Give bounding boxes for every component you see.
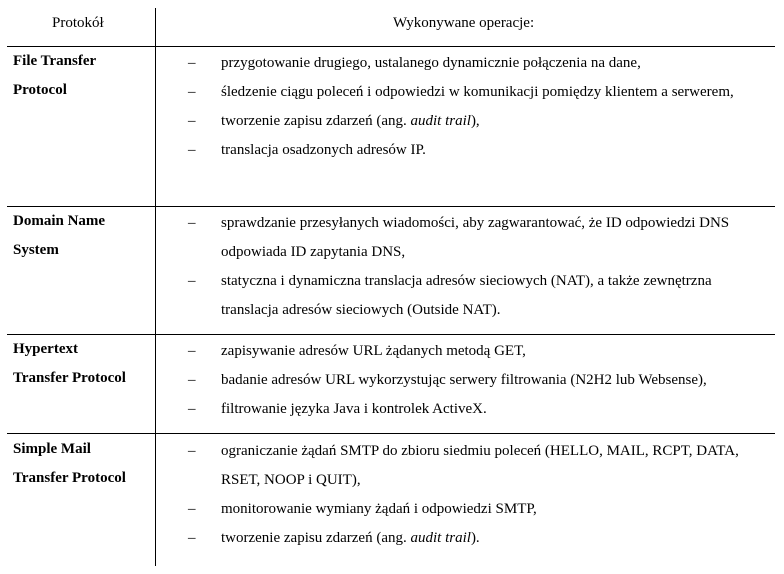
protocol-name-dns: Domain Name System bbox=[13, 213, 106, 258]
operation-item: – badanie adresów URL wykorzystując serwery filtrowania (N2H2 lub Websense), bbox=[188, 366, 768, 395]
operation-item: – translacja osadzonych adresów IP. bbox=[188, 136, 768, 165]
operation-item: – zapisywanie adresów URL żądanych metodą GET, bbox=[188, 337, 768, 366]
row-divider bbox=[7, 433, 775, 434]
protocol-name-smtp: Simple Mail Transfer Protocol bbox=[13, 441, 126, 486]
operation-item: – filtrowanie języka Java i kontrolek ActiveX. bbox=[188, 395, 768, 424]
operation-item: – przygotowanie drugiego, ustalanego dynamicznie połączenia na dane, bbox=[188, 49, 768, 78]
operation-item: – ograniczanie żądań SMTP do zbioru siedmiu poleceń (HELLO, MAIL, RCPT, DATA, RSET, NOOP i QUIT), bbox=[188, 437, 768, 495]
protocol-name-ftp: File Transfer Protocol bbox=[13, 53, 97, 98]
operation-item: – sprawdzanie przesyłanych wiadomości, aby zagwarantować, że ID odpowiedzi DNS odpowiada ID zapytania DNS, bbox=[188, 209, 768, 267]
header-protocol: Protokół bbox=[52, 15, 104, 31]
column-divider bbox=[155, 8, 156, 566]
operation-item: – monitorowanie wymiany żądań i odpowiedzi SMTP, bbox=[188, 495, 768, 524]
operations-list-smtp bbox=[188, 437, 768, 553]
operation-item: – statyczna i dynamiczna translacja adresów sieciowych (NAT), a także zewnętrzna translacja adresów sieciowych (Outside NAT). bbox=[188, 267, 768, 325]
operation-item: – tworzenie zapisu zdarzeń (ang. audit trail). bbox=[188, 524, 768, 553]
operations-list-ftp bbox=[188, 49, 768, 165]
operations-list-http bbox=[188, 337, 768, 424]
operation-item: – tworzenie zapisu zdarzeń (ang. audit trail), bbox=[188, 107, 768, 136]
operations-list-dns bbox=[188, 209, 768, 325]
operation-item: – śledzenie ciągu poleceń i odpowiedzi w komunikacji pomiędzy klientem a serwerem, bbox=[188, 78, 768, 107]
header-operations: Wykonywane operacje: bbox=[393, 15, 535, 31]
protocol-name-http: Hypertext Transfer Protocol bbox=[13, 341, 126, 386]
